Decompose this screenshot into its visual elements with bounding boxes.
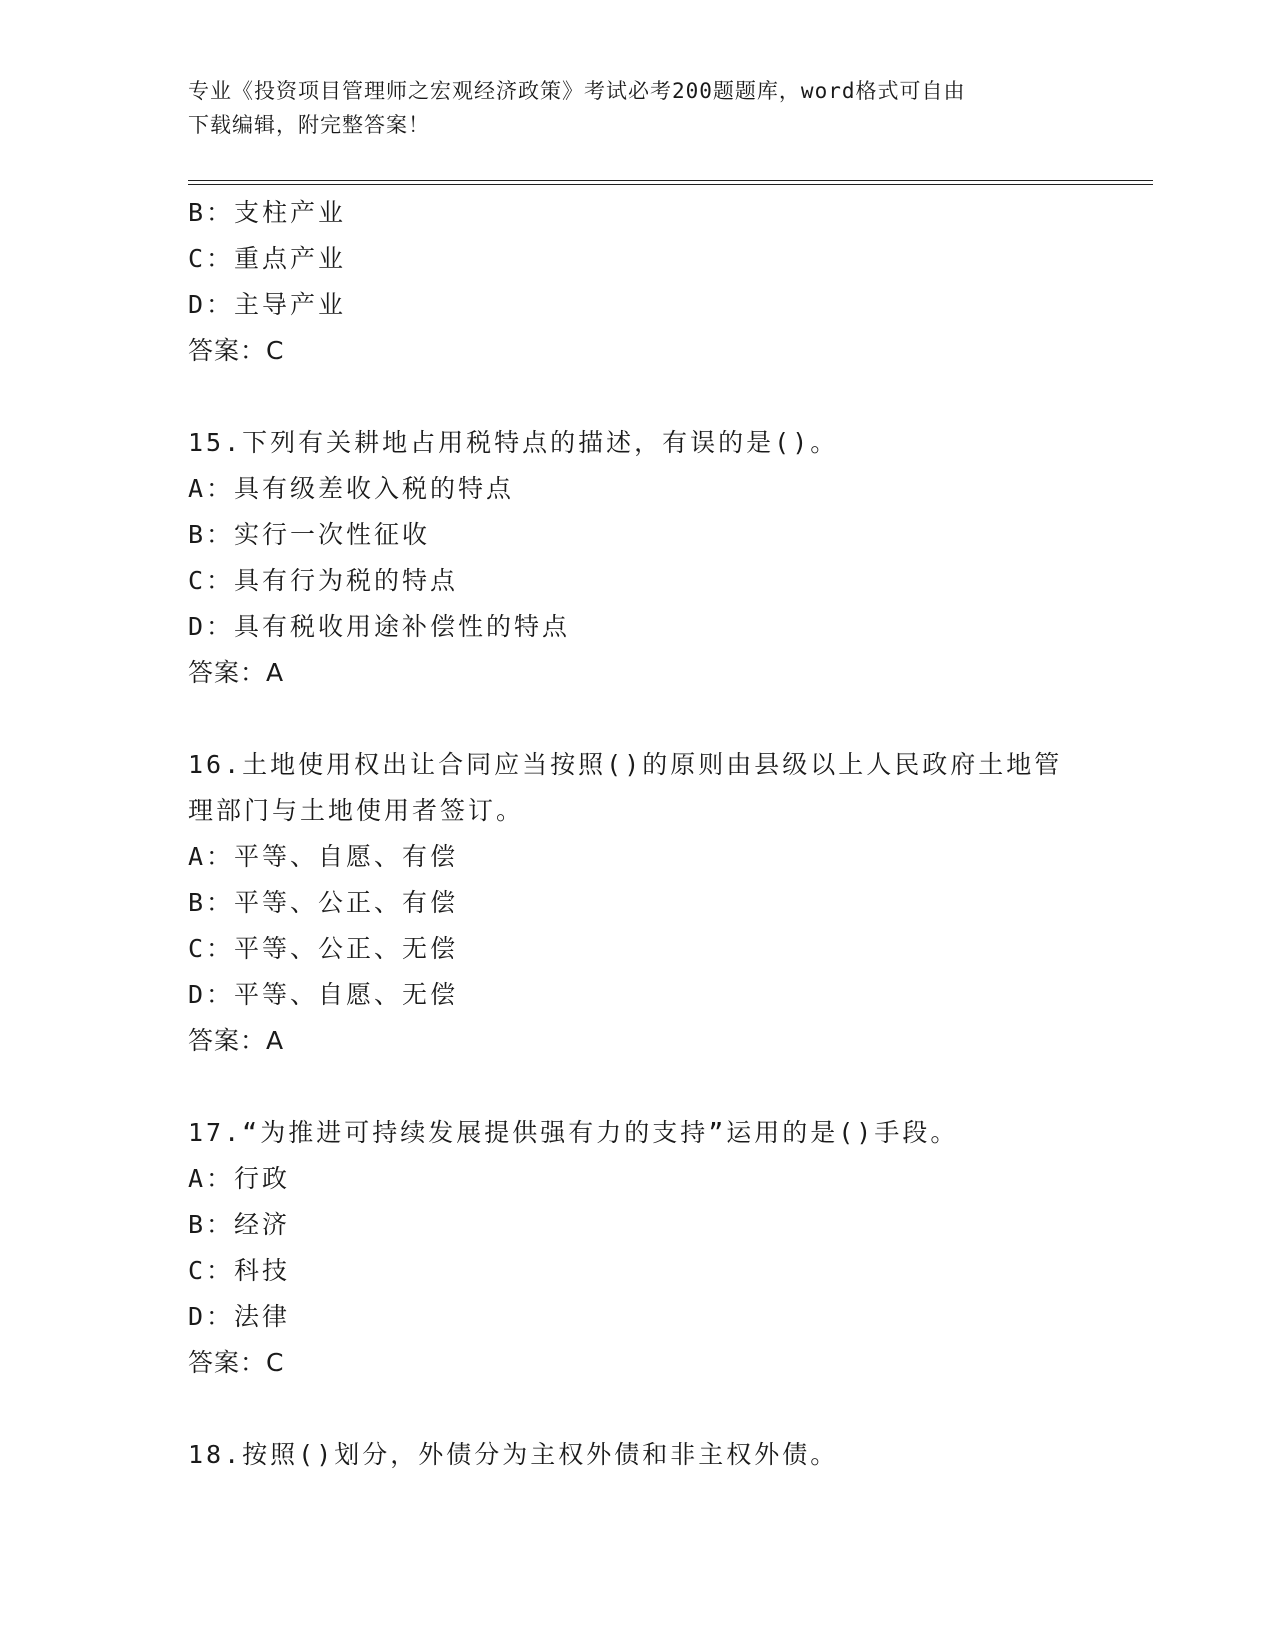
option-b: B：支柱产业	[188, 198, 347, 227]
answer-line: 答案：A	[188, 1026, 285, 1055]
option-c: C：重点产业	[188, 244, 347, 273]
question-14-block	[188, 190, 1068, 374]
question-stem-line-1: 16.土地使用权出让合同应当按照()的原则由县级以上人民政府土地管	[188, 750, 1063, 779]
option-a: A：平等、自愿、有偿	[188, 842, 459, 871]
question-stem: 15.下列有关耕地占用税特点的描述，有误的是()。	[188, 428, 839, 457]
option-c: C：具有行为税的特点	[188, 566, 459, 595]
answer-line: 答案：C	[188, 1348, 285, 1377]
answer-line: 答案：A	[188, 658, 285, 687]
question-list	[188, 190, 1068, 1478]
option-c: C：科技	[188, 1256, 291, 1285]
question-stem-line-2: 理部门与土地使用者签订。	[188, 796, 525, 825]
option-d: D：平等、自愿、无偿	[188, 980, 459, 1009]
option-d: D：具有税收用途补偿性的特点	[188, 612, 571, 641]
question-16-block	[188, 742, 1068, 1064]
question-18-block	[188, 1432, 1068, 1478]
header-divider	[188, 180, 1153, 185]
option-a: A：行政	[188, 1164, 291, 1193]
option-c: C：平等、公正、无偿	[188, 934, 459, 963]
option-b: B：实行一次性征收	[188, 520, 431, 549]
spacer	[188, 374, 1068, 420]
question-17-block	[188, 1110, 1068, 1386]
spacer	[188, 696, 1068, 742]
option-a: A：具有级差收入税的特点	[188, 474, 515, 503]
question-stem: 17.“为推进可持续发展提供强有力的支持”运用的是()手段。	[188, 1118, 959, 1147]
question-stem: 18.按照()划分，外债分为主权外债和非主权外债。	[188, 1440, 839, 1469]
spacer	[188, 1064, 1068, 1110]
option-d: D：法律	[188, 1302, 291, 1331]
question-15-block	[188, 420, 1068, 696]
document-header	[188, 74, 1068, 142]
answer-line: 答案：C	[188, 336, 285, 365]
option-b: B：平等、公正、有偿	[188, 888, 459, 917]
header-line-1: 专业《投资项目管理师之宏观经济政策》考试必考200题题库，word格式可自由	[188, 79, 966, 103]
spacer	[188, 1386, 1068, 1432]
option-d: D：主导产业	[188, 290, 347, 319]
option-b: B：经济	[188, 1210, 291, 1239]
header-line-2: 下载编辑，附完整答案！	[188, 113, 430, 137]
